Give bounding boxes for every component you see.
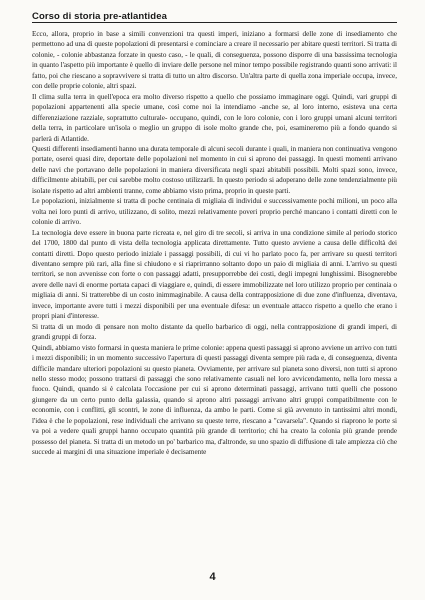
running-header-title: Corso di storia pre-atlantidea — [32, 11, 167, 22]
body-text — [32, 29, 397, 571]
paragraph: Ecco, allora, proprio in base a simili convenzioni tra questi imperi, iniziano a formarsi delle zone di insediamento che permettono ad una di queste popolazioni di presentarsi e cominciare a creare il necessario per abitare questi territori. Si tratta di colonie, - colonie abbastanza forzate in questo caso, - le quali, di conseguenza, possono disporre di una bassissima tecnologia in quanto l'aspetto più importante è quello di inviare delle persone nel minor tempo possibile registrando quanti sono arrivati: il fatto, poi che riescano a sopravvivere si tratta di tutto un altro discorso. Un'altra parte di quella zona imperiale occupa, invece, con delle proprie colonie, altri spazi. — [32, 30, 397, 91]
paragraph: Quindi, abbiamo visto formarsi in questa maniera le prime colonie: appena questi passaggi si aprono avviene un arrivo con tutti i mezzi disponibili; in un momento successivo l'apertura di questi passaggi diventa sempre più rada e, di conseguenza, diventa difficile mandare ulteriori popolazioni su questo pianeta. Ovviamente, per arrivare sul pianeta sono diversi, non tutti si aprono nello stesso modo; possono trattarsi di passaggi che sono relativamente casuali nel loro avvicendamento, nella loro messa a fuoco. Quindi, quando si è calcolata l'occasione per cui si aprono determinati passaggi, arrivano tutti quelli che possono giungere da un certo punto della galassia, quando si aprono altri passaggi arrivano altri gruppi compatibilmente con le economie, con i conflitti, gli scontri, le zone di influenza, da ambo le parti. Come si già avvenuto in tantissimi altri mondi, l'idea è che le popolazioni, rese individuali che arrivano su queste terre, riescano a "cavarsela". Quando si riaprono le porte si va poi a vedere quali gruppi hanno occupato quantità più grande di territorio; chi ha creato la colonia più grande prende possesso del pianeta. Si tratta di un metodo un po' barbarico ma, d'altronde, su uno spazio di diffusione di tale ampiezza ciò che succede ai margini di una situazione imperiale è decisamente — [32, 343, 397, 457]
paragraph: Si tratta di un modo di pensare non molto distante da quello barbarico di oggi, nella contrapposizione di grandi imperi, di grandi gruppi di forza. — [32, 322, 397, 342]
running-header — [32, 6, 397, 23]
paragraph: Le popolazioni, inizialmente si tratta di poche centinaia di migliaia di individui e successivamente pochi milioni, un poco alla volta nei loro punti di arrivo, utilizzano, di solito, mezzi relativamente poveri proprio perché mancano i contatti diretti con le colonie di arrivo. — [32, 197, 397, 227]
paragraph: Questi differenti insediamenti hanno una durata temporale di alcuni secoli durante i quali, in maniera non continuativa vengono portate, oserei quasi dire, deportate delle popolazioni nel momento in cui si aprono dei passaggi. In questi momenti arrivano delle navi che portavano delle popolazioni in maniera diversificata negli spazi abitabili possibili. Molti spazi sono, invece, difficilmente abitabili, per cui sarebbe molto costoso utilizzarli. In questo periodo si adoperano delle zone tendenzialmente più isolate rispetto ad altri ambienti tranne, come abbiamo visto prima, proprio in queste parti. — [32, 144, 397, 195]
paragraph: Il clima sulla terra in quell'epoca era molto diverso rispetto a quello che possiamo immaginare oggi. Quindi, vari gruppi di popolazioni appartenenti alla specie umane, così come noi la intendiamo -anche se, al loro interno, esisteva una certa differenziazione razziale, soprattutto culturale- occupano, quindi, con le loro colonie, con i loro gruppi umani alcuni territori della terra, in particolare un'isola o meglio un gruppo di isole molto grande che, poi, esamineremo più a fondo quando si parlerà di Atlantide. — [32, 92, 397, 143]
page-number: 4 — [209, 571, 216, 583]
paragraph: La tecnologia deve essere in buona parte ricreata e, nel giro di tre secoli, si arriva in una condizione simile al periodo storico del 1700, 1800 dal punto di vista della tecnologia applicata direttamente. Tutto questo avviene a causa delle difficoltà dei contatti diretti. Dopo questo periodo iniziale i passaggi possibili, di cui vi ho parlato poco fa, per arrivare su questi territori diventano sempre più rari, alla fine si chiudono e si riaprirranno soltanto dopo un paio di migliaia di anni. L'arrivo su questi territori, se non avvenisse con forte o con passaggi adatti, presupporrebbe dei costi, degli impegni lunghissimi. Bisognerebbe avere delle navi di enorme portata capaci di viaggiare e, quindi, di essere immobilizzate nel loro utilizzo proprio per centinaia o migliaia di anni. Si tratterebbe di un costo inimmaginabile. A causa della contrapposizione di due zone d'influenza, diventava, invece, importante avere tutti i mezzi disponibili per una eventuale difesa: un eventuale attacco rispetto a quello che erano i propri piani d'interesse. — [32, 228, 397, 321]
